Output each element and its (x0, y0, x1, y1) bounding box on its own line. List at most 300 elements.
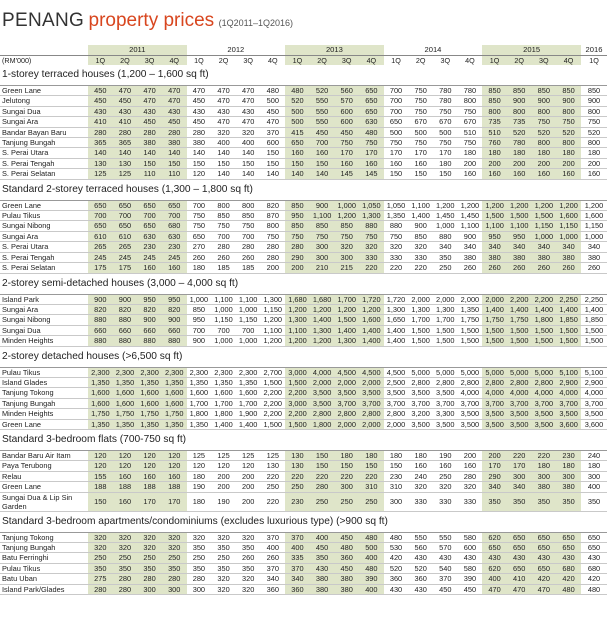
price-cell: 280 (162, 127, 187, 137)
price-cell: 750 (359, 231, 384, 241)
price-cell: 3,500 (408, 419, 433, 429)
price-cell: 2,800 (482, 377, 507, 387)
price-cell: 1,600 (88, 398, 113, 408)
price-cell: 2,800 (408, 377, 433, 387)
price-cell: 3,000 (285, 398, 310, 408)
price-cell: 1,680 (310, 294, 335, 304)
price-cell: 610 (113, 231, 138, 241)
price-cell: 3,700 (408, 398, 433, 408)
price-cell: 150 (260, 158, 285, 168)
price-cell: 150 (236, 158, 261, 168)
price-cell: 880 (162, 336, 187, 346)
price-cell: 700 (211, 325, 236, 335)
price-cell: 650 (482, 543, 507, 553)
price-cell: 320 (236, 127, 261, 137)
price-cell: 420 (384, 553, 409, 563)
price-cell: 2,300 (88, 367, 113, 377)
price-cell: 470 (260, 117, 285, 127)
price-cell: 450 (310, 127, 335, 137)
price-cell: 380 (310, 574, 335, 584)
price-cell: 3,500 (507, 419, 532, 429)
price-cell: 780 (458, 86, 483, 96)
price-cell: 350 (433, 252, 458, 262)
price-cell: 120 (211, 461, 236, 471)
price-cell: 2,500 (384, 377, 409, 387)
price-cell: 700 (236, 325, 261, 335)
price-cell: 2,700 (260, 367, 285, 377)
price-cell: 1,200 (507, 200, 532, 210)
price-cell: 1,600 (162, 388, 187, 398)
price-cell: 500 (359, 543, 384, 553)
price-cell: 4,000 (458, 388, 483, 398)
price-cell: 320 (88, 532, 113, 542)
price-cell: 550 (433, 532, 458, 542)
price-cell: 650 (581, 532, 607, 542)
table-row (0, 482, 607, 492)
price-cell: 750 (408, 96, 433, 106)
price-cell: 2,900 (556, 377, 581, 387)
price-cell: 520 (310, 86, 335, 96)
price-cell: 510 (482, 127, 507, 137)
price-cell: 380 (137, 138, 162, 148)
price-cell: 200 (211, 482, 236, 492)
price-cell: 700 (236, 231, 261, 241)
price-cell: 700 (384, 106, 409, 116)
row-location-label: Green Lane (0, 200, 88, 210)
quarter-header: 1Q (589, 56, 599, 65)
price-cell: 350 (211, 563, 236, 573)
price-cell: 2,000 (482, 294, 507, 304)
row-location-label: S. Perai Tengah (0, 158, 88, 168)
price-cell: 1,500 (532, 325, 557, 335)
price-cell: 320 (137, 532, 162, 542)
price-cell: 250 (187, 553, 212, 563)
price-cell: 500 (384, 127, 409, 137)
price-cell: 1,500 (482, 325, 507, 335)
row-location-label: S. Perai Utara (0, 242, 88, 252)
price-cell: 180 (187, 471, 212, 481)
price-cell: 900 (310, 200, 335, 210)
price-cell: 1,350 (113, 419, 138, 429)
price-cell: 120 (162, 461, 187, 471)
table-row (0, 388, 607, 398)
price-cell: 275 (88, 574, 113, 584)
price-cell: 250 (310, 492, 335, 511)
price-cell: 360 (285, 584, 310, 594)
table-row (0, 574, 607, 584)
price-cell: 150 (310, 158, 335, 168)
price-cell: 700 (384, 86, 409, 96)
price-cell: 650 (581, 543, 607, 553)
price-cell: 200 (458, 450, 483, 460)
price-cell: 450 (162, 117, 187, 127)
price-cell: 1,300 (285, 315, 310, 325)
price-cell: 900 (187, 336, 212, 346)
price-cell: 130 (260, 461, 285, 471)
price-cell: 350 (187, 563, 212, 573)
price-cell: 160 (507, 169, 532, 179)
price-cell: 880 (384, 221, 409, 231)
price-cell: 1,400 (384, 325, 409, 335)
price-cell: 2,200 (285, 388, 310, 398)
year-header-2014: 2014 (384, 45, 483, 56)
price-cell: 2,800 (433, 377, 458, 387)
price-cell: 160 (334, 158, 359, 168)
price-cell: 340 (482, 242, 507, 252)
price-cell: 520 (285, 96, 310, 106)
quarter-header: 4Q (556, 56, 581, 66)
price-cell: 380 (532, 252, 557, 262)
price-cell: 300 (581, 471, 607, 481)
price-cell: 2,000 (384, 419, 409, 429)
price-cell: 280 (113, 584, 138, 594)
price-cell: 900 (556, 96, 581, 106)
price-cell: 1,200 (285, 304, 310, 314)
price-cell: 750 (433, 138, 458, 148)
price-cell: 1,800 (310, 419, 335, 429)
row-location-label: Tanjung Tokong (0, 388, 88, 398)
price-cell: 480 (384, 532, 409, 542)
row-location-label: Relau (0, 471, 88, 481)
price-cell: 1,600 (137, 388, 162, 398)
quarter-header: 1Q (482, 56, 507, 66)
price-cell: 2,250 (556, 294, 581, 304)
quarter-header: 2Q (415, 56, 426, 65)
price-cell: 700 (113, 211, 138, 221)
price-cell: 1,050 (359, 200, 384, 210)
price-cell: 200 (458, 158, 483, 168)
title-subtitle: (1Q2011–1Q2016) (218, 18, 294, 28)
price-cell: 280 (88, 584, 113, 594)
price-cell: 650 (507, 543, 532, 553)
price-cell: 320 (384, 242, 409, 252)
price-cell: 850 (334, 221, 359, 231)
price-cell: 610 (88, 231, 113, 241)
table-row (0, 117, 607, 127)
price-cell: 1,500 (507, 211, 532, 221)
price-cell: 850 (581, 86, 607, 96)
price-cell: 170 (137, 492, 162, 511)
price-cell: 180 (581, 461, 607, 471)
price-cell: 900 (507, 96, 532, 106)
price-cell: 900 (162, 315, 187, 325)
price-cell: 1,200 (260, 336, 285, 346)
price-cell: 470 (211, 86, 236, 96)
price-cell: 1,300 (334, 336, 359, 346)
price-cell: 150 (359, 461, 384, 471)
price-cell: 3,500 (482, 409, 507, 419)
price-cell: 870 (260, 211, 285, 221)
price-cell: 330 (359, 252, 384, 262)
price-cell: 670 (408, 117, 433, 127)
table-body (0, 45, 607, 595)
price-cell: 180 (507, 148, 532, 158)
price-cell: 1,200 (556, 200, 581, 210)
price-cell: 950 (137, 294, 162, 304)
price-cell: 300 (384, 492, 409, 511)
price-cell: 180 (408, 450, 433, 460)
quarter-header: 3Q (334, 56, 359, 66)
price-cell: 820 (137, 304, 162, 314)
price-cell: 650 (384, 117, 409, 127)
price-cell: 350 (113, 563, 138, 573)
price-cell: 560 (408, 543, 433, 553)
quarter-header: 4Q (465, 56, 475, 65)
price-cell: 250 (285, 482, 310, 492)
row-location-label: Sungai Nibong (0, 315, 88, 325)
price-cell: 365 (113, 138, 138, 148)
price-cell: 850 (482, 96, 507, 106)
price-cell: 175 (113, 263, 138, 273)
price-cell: 380 (334, 574, 359, 584)
price-cell: 430 (556, 553, 581, 563)
price-cell: 2,800 (359, 409, 384, 419)
price-cell: 2,300 (211, 367, 236, 377)
price-cell: 280 (88, 127, 113, 137)
price-cell: 470 (507, 584, 532, 594)
price-cell: 470 (236, 117, 261, 127)
price-cell: 380 (532, 482, 557, 492)
quarter-header: 2Q (113, 56, 138, 66)
price-cell: 160 (162, 471, 187, 481)
table-row (0, 461, 607, 471)
price-cell: 120 (113, 461, 138, 471)
year-header-row (0, 45, 607, 56)
price-cell: 1,500 (532, 336, 557, 346)
price-cell: 370 (260, 563, 285, 573)
price-cell: 350 (236, 563, 261, 573)
price-cell: 4,000 (482, 388, 507, 398)
price-cell: 350 (187, 543, 212, 553)
price-cell: 320 (211, 574, 236, 584)
section-title: 2-storey semi-detached houses (3,000 – 4,000 sq ft) (0, 273, 607, 294)
price-cell: 3,500 (507, 409, 532, 419)
price-cell: 1,150 (532, 221, 557, 231)
price-cell: 780 (507, 138, 532, 148)
price-cell: 150 (384, 461, 409, 471)
title-accent: property prices (88, 10, 215, 31)
price-cell: 500 (285, 106, 310, 116)
price-cell: 450 (334, 563, 359, 573)
price-cell: 2,300 (187, 367, 212, 377)
price-cell: 4,000 (556, 388, 581, 398)
price-cell: 450 (187, 96, 212, 106)
year-header-2015: 2015 (482, 45, 581, 56)
price-cell: 1,400 (581, 304, 607, 314)
price-cell: 650 (532, 563, 557, 573)
price-cell: 300 (334, 482, 359, 492)
row-location-label: Jelutong (0, 96, 88, 106)
price-cell: 220 (384, 263, 409, 273)
price-cell: 480 (581, 584, 607, 594)
price-cell: 160 (556, 169, 581, 179)
price-cell: 1,720 (359, 294, 384, 304)
price-cell: 1,750 (88, 409, 113, 419)
price-cell: 250 (359, 492, 384, 511)
table-row (0, 127, 607, 137)
price-cell: 150 (433, 169, 458, 179)
row-location-label: Sungai Ara (0, 117, 88, 127)
price-cell: 370 (433, 574, 458, 584)
section-title-row (0, 179, 607, 200)
price-cell: 470 (211, 96, 236, 106)
price-cell: 2,800 (507, 377, 532, 387)
price-cell: 260 (260, 553, 285, 563)
price-cell: 230 (162, 242, 187, 252)
price-cell: 350 (507, 492, 532, 511)
price-cell: 280 (162, 574, 187, 584)
price-cell: 330 (458, 492, 483, 511)
price-cell: 1,650 (384, 315, 409, 325)
section-title: Standard 3-bedroom flats (700-750 sq ft) (0, 429, 607, 450)
price-cell: 250 (162, 553, 187, 563)
price-cell: 350 (482, 492, 507, 511)
price-cell: 220 (359, 471, 384, 481)
price-cell: 160 (408, 461, 433, 471)
price-cell: 400 (260, 543, 285, 553)
price-cell: 350 (236, 543, 261, 553)
price-cell: 200 (482, 158, 507, 168)
price-cell: 410 (507, 574, 532, 584)
price-cell: 750 (458, 106, 483, 116)
price-cell: 230 (285, 492, 310, 511)
price-cell: 650 (532, 543, 557, 553)
price-cell: 480 (556, 584, 581, 594)
price-cell: 260 (581, 263, 607, 273)
price-cell: 220 (310, 471, 335, 481)
price-cell: 1,350 (162, 419, 187, 429)
price-cell: 1,350 (137, 377, 162, 387)
price-cell: 160 (113, 492, 138, 511)
price-cell: 370 (260, 532, 285, 542)
price-cell: 160 (113, 471, 138, 481)
price-cell: 650 (187, 231, 212, 241)
quarter-header: 1Q (391, 56, 401, 65)
price-cell: 130 (285, 450, 310, 460)
price-cell: 1,050 (384, 200, 409, 210)
price-cell: 280 (310, 482, 335, 492)
price-cell: 190 (187, 482, 212, 492)
price-cell: 150 (334, 461, 359, 471)
price-cell: 850 (285, 200, 310, 210)
price-cell: 470 (532, 584, 557, 594)
price-cell: 480 (260, 86, 285, 96)
price-cell: 950 (187, 315, 212, 325)
price-cell: 180 (384, 450, 409, 460)
price-cell: 1,300 (310, 325, 335, 335)
price-cell: 188 (162, 482, 187, 492)
price-cell: 1,800 (187, 409, 212, 419)
price-cell: 130 (113, 158, 138, 168)
price-cell: 450 (113, 96, 138, 106)
price-cell: 140 (285, 169, 310, 179)
row-location-label: S. Perai Selatan (0, 169, 88, 179)
price-cell: 1,500 (260, 419, 285, 429)
price-cell: 260 (532, 263, 557, 273)
price-cell: 1,200 (532, 200, 557, 210)
price-cell: 300 (137, 584, 162, 594)
price-cell: 1,000 (211, 304, 236, 314)
price-cell: 3,700 (482, 398, 507, 408)
row-location-label: Tanjung Bungah (0, 138, 88, 148)
price-cell: 170 (162, 492, 187, 511)
price-cell: 300 (310, 242, 335, 252)
price-cell: 700 (187, 200, 212, 210)
table-row (0, 263, 607, 273)
price-cell: 160 (137, 263, 162, 273)
table-row (0, 304, 607, 314)
price-cell: 430 (408, 553, 433, 563)
price-cell: 660 (162, 325, 187, 335)
price-cell: 750 (236, 221, 261, 231)
price-cell: 140 (236, 169, 261, 179)
price-cell: 140 (211, 169, 236, 179)
price-cell: 200 (236, 471, 261, 481)
price-cell: 3,200 (408, 409, 433, 419)
price-cell: 150 (408, 169, 433, 179)
price-cell: 650 (137, 221, 162, 231)
price-cell: 320 (359, 242, 384, 252)
price-cell: 430 (384, 584, 409, 594)
price-cell: 130 (285, 461, 310, 471)
price-cell: 280 (260, 252, 285, 262)
price-cell: 1,600 (581, 211, 607, 221)
price-cell: 3,500 (556, 409, 581, 419)
price-cell: 430 (310, 563, 335, 573)
price-cell: 1,500 (433, 336, 458, 346)
price-cell: 1,600 (137, 398, 162, 408)
price-cell: 750 (581, 117, 607, 127)
price-cell: 650 (507, 532, 532, 542)
row-location-label: Batu Uban (0, 574, 88, 584)
price-cell: 1,200 (260, 315, 285, 325)
price-cell: 160 (310, 148, 335, 158)
section-title-row (0, 511, 607, 532)
price-cell: 188 (113, 482, 138, 492)
price-cell: 1,350 (162, 377, 187, 387)
price-cell: 480 (285, 86, 310, 96)
price-cell: 430 (507, 553, 532, 563)
price-cell: 630 (162, 231, 187, 241)
price-cell: 650 (556, 532, 581, 542)
price-cell: 1,500 (408, 325, 433, 335)
price-cell: 750 (211, 221, 236, 231)
price-cell: 1,750 (113, 409, 138, 419)
price-cell: 630 (359, 117, 384, 127)
row-location-label: Green Lane (0, 419, 88, 429)
price-cell: 520 (581, 127, 607, 137)
price-cell: 280 (285, 242, 310, 252)
price-cell: 120 (137, 450, 162, 460)
price-cell: 350 (162, 563, 187, 573)
price-cell: 660 (113, 325, 138, 335)
price-cell: 450 (187, 117, 212, 127)
price-cell: 4,000 (310, 367, 335, 377)
row-location-label: Sungai Ara (0, 304, 88, 314)
price-cell: 820 (162, 304, 187, 314)
section-title-row (0, 65, 607, 86)
quarter-header: 3Q (440, 56, 451, 65)
price-cell: 145 (359, 169, 384, 179)
price-cell: 410 (88, 117, 113, 127)
price-cell: 470 (236, 86, 261, 96)
price-cell: 250 (113, 553, 138, 563)
table-row (0, 584, 607, 594)
price-cell: 800 (482, 106, 507, 116)
price-cell: 230 (384, 471, 409, 481)
price-cell: 680 (162, 221, 187, 231)
price-cell: 370 (260, 127, 285, 137)
